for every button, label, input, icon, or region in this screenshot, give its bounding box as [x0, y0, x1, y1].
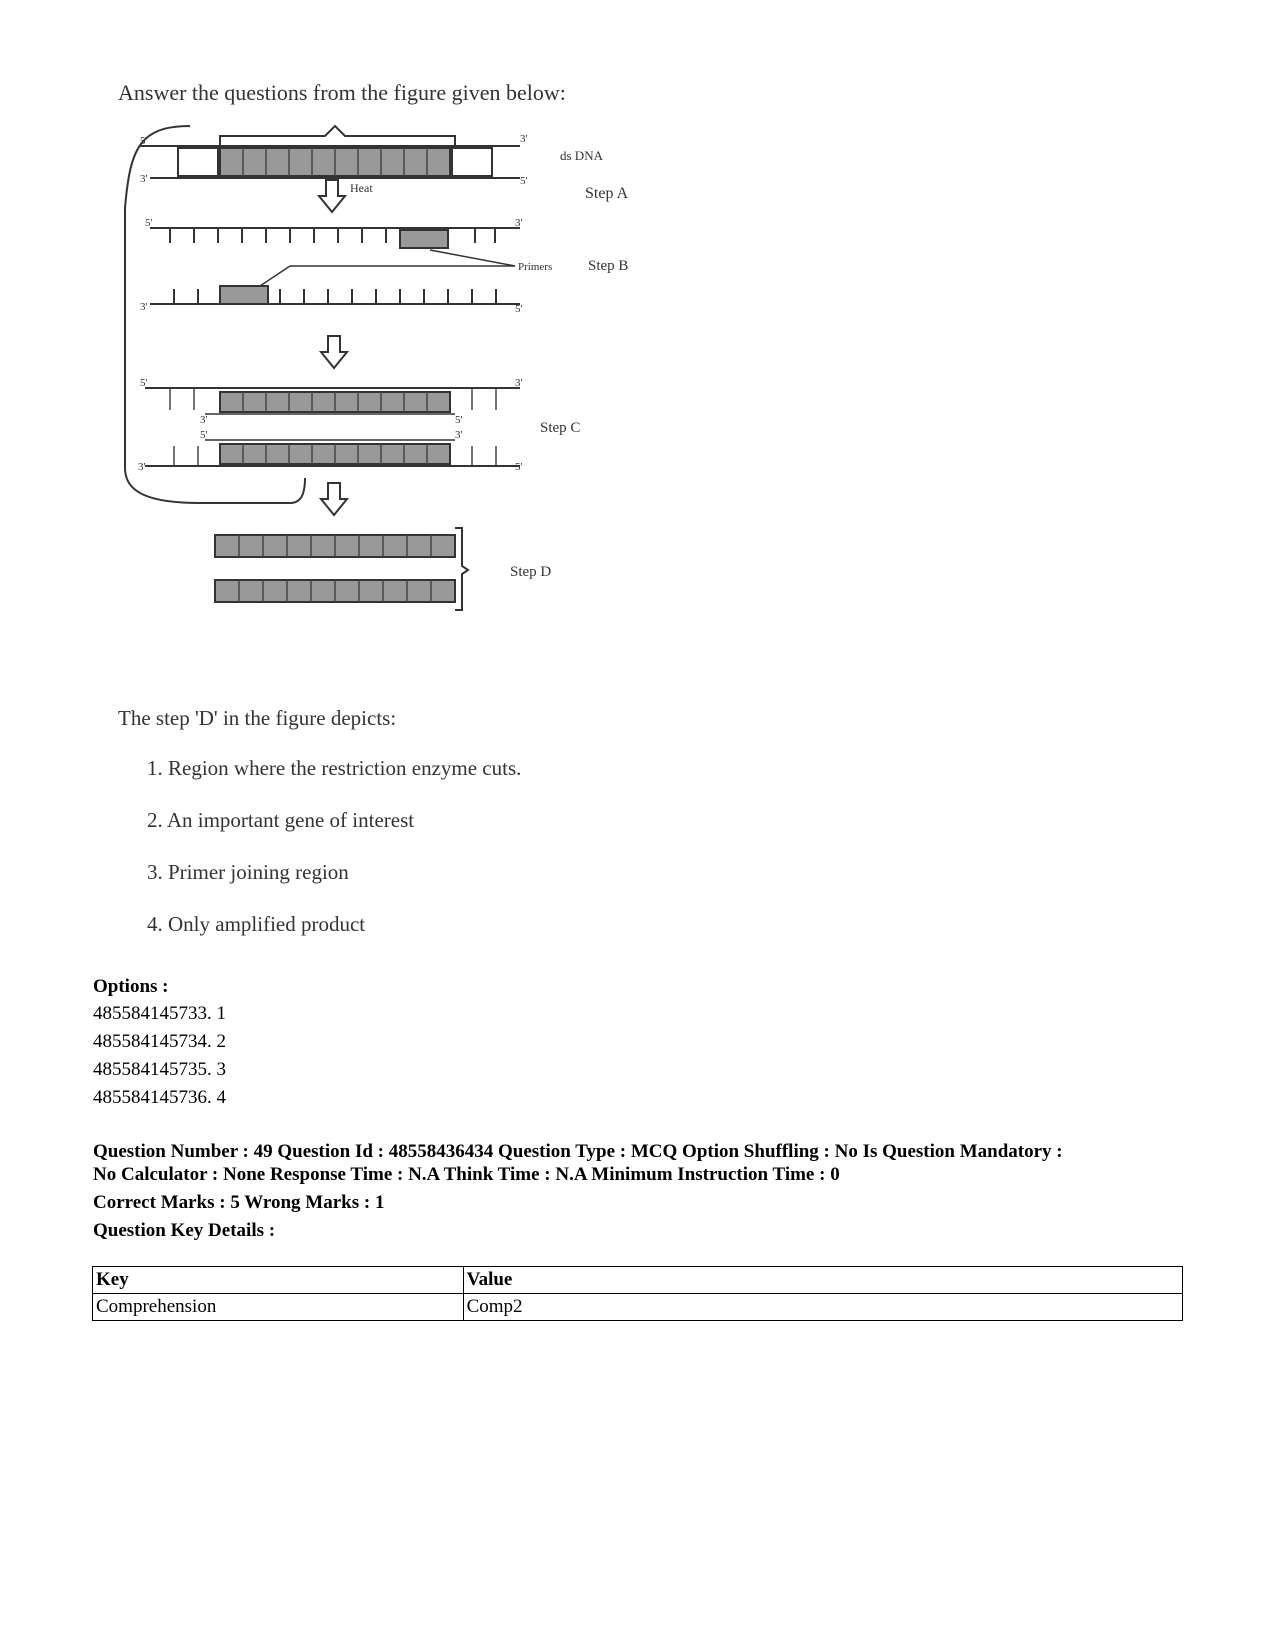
table-row	[93, 1294, 1183, 1321]
choice-2: 2. An important gene of interest	[147, 808, 415, 832]
label-step-d: Step D	[510, 564, 552, 580]
key-details-table	[92, 1266, 1183, 1321]
label-3p: 3'	[140, 173, 148, 185]
top-brace	[220, 126, 455, 146]
option-item: 485584145734. 2	[93, 1031, 226, 1052]
cell-value: Comp2	[463, 1294, 1182, 1321]
header-value: Value	[463, 1267, 1182, 1294]
figure-intro: Answer the questions from the figure given below:	[118, 80, 566, 105]
header-key: Key	[93, 1267, 464, 1294]
choice-3: 3. Primer joining region	[147, 860, 349, 884]
options-heading: Options :	[93, 976, 169, 997]
label-5p: 5'	[515, 461, 523, 473]
cell-key: Comprehension	[93, 1294, 464, 1321]
key-details-heading: Question Key Details :	[93, 1220, 276, 1241]
label-5p: 5'	[140, 135, 148, 147]
table-header-row	[93, 1267, 1183, 1294]
primer-pointer	[430, 250, 515, 266]
question-meta-line1: Question Number : 49 Question Id : 48558436434 Question Type : MCQ Option Shuffling : No Is Question Mandatory :	[93, 1141, 1063, 1162]
label-3p: 3'	[520, 133, 528, 145]
step-b-bottom-strand	[140, 286, 523, 315]
label-5p: 5'	[455, 414, 463, 426]
label-5p: 5'	[520, 175, 528, 187]
label-5p: 5'	[515, 303, 523, 315]
label-primers: Primers	[518, 261, 553, 273]
step-b-top-strand	[145, 217, 523, 248]
step-c-strands	[138, 377, 523, 473]
label-3p: 3'	[515, 377, 523, 389]
question-meta-line2: No Calculator : None Response Time : N.A Think Time : N.A Minimum Instruction Time : 0	[93, 1164, 840, 1185]
arrow-down-icon	[319, 180, 345, 212]
arrow-down-icon	[321, 483, 347, 515]
label-5p: 5'	[140, 377, 148, 389]
step-a-dsdna	[140, 133, 604, 187]
label-step-c: Step C	[540, 420, 581, 436]
label-3p: 3'	[138, 461, 146, 473]
label-5p: 5'	[145, 217, 153, 229]
label-3p: 3'	[515, 217, 523, 229]
pcr-diagram	[110, 118, 670, 638]
label-ds-dna: ds DNA	[560, 148, 603, 163]
choice-1: 1. Region where the restriction enzyme cuts.	[147, 756, 522, 780]
label-3p: 3'	[200, 414, 208, 426]
label-3p: 3'	[140, 301, 148, 313]
arrow-down-icon	[321, 336, 347, 368]
option-item: 485584145736. 4	[93, 1087, 226, 1108]
label-heat: Heat	[350, 181, 373, 195]
choice-4: 4. Only amplified product	[147, 912, 366, 936]
option-item: 485584145735. 3	[93, 1059, 226, 1080]
primer-pointer	[260, 266, 290, 286]
marks-line: Correct Marks : 5 Wrong Marks : 1	[93, 1192, 385, 1213]
label-5p: 5'	[200, 429, 208, 441]
label-step-a: Step A	[585, 185, 629, 202]
label-step-b: Step B	[588, 258, 629, 274]
question-text: The step 'D' in the figure depicts:	[118, 706, 397, 730]
step-d-products	[215, 528, 468, 610]
option-item: 485584145733. 1	[93, 1003, 226, 1024]
label-3p: 3'	[455, 429, 463, 441]
